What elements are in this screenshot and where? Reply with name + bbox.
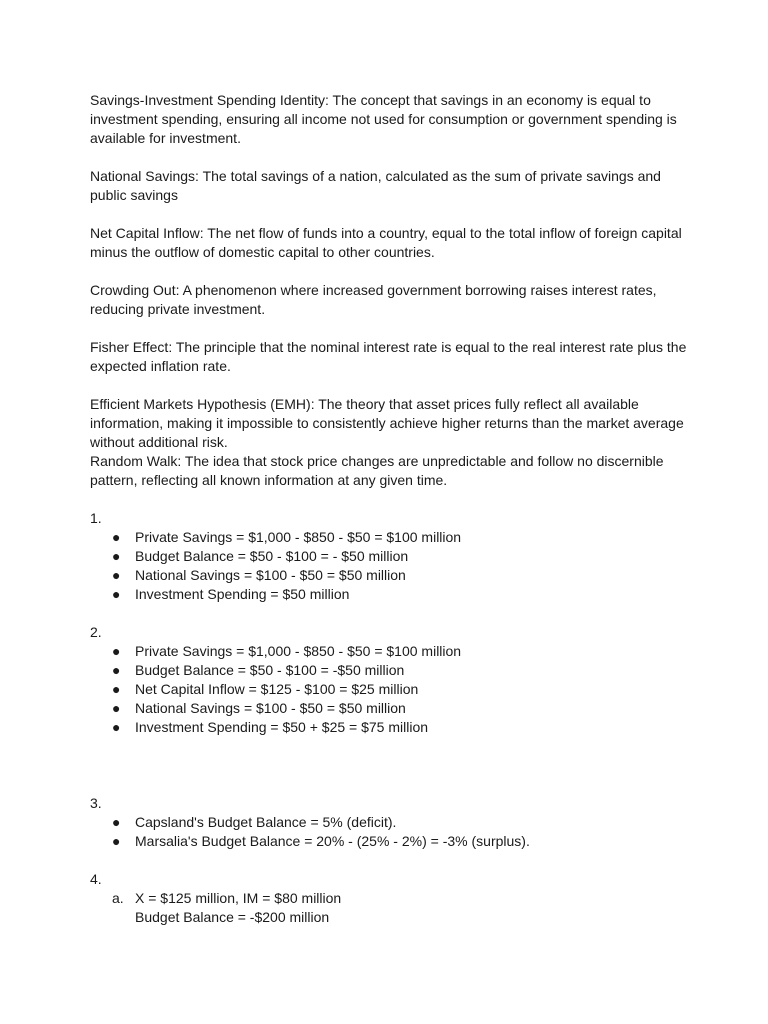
bullet-icon: ● — [112, 833, 121, 849]
answer-list — [90, 642, 690, 737]
bullet-icon: ● — [112, 681, 121, 697]
bullet-icon: ● — [112, 662, 121, 678]
list-item: ● Budget Balance = $50 - $100 = -$50 million — [112, 662, 405, 678]
list-item: ● Private Savings = $1,000 - $850 - $50 = $100 million — [112, 643, 462, 659]
sub-list-item — [90, 889, 690, 927]
answer-list — [90, 813, 690, 851]
definition-savings-investment-identity: Savings-Investment Spending Identity: The concept that savings in an economy is equal to investment spending, ensuring all income not used for consumption or government spending is available for investment. — [90, 92, 677, 146]
answer-number: 2. — [90, 624, 102, 640]
list-item: ● National Savings = $100 - $50 = $50 million — [112, 700, 406, 716]
bullet-icon: ● — [112, 567, 121, 583]
list-item: ● Private Savings = $1,000 - $850 - $50 = $100 million — [112, 529, 462, 545]
bullet-icon: ● — [112, 529, 121, 545]
list-item: ● Investment Spending = $50 + $25 = $75 million — [112, 719, 429, 735]
sub-item-marker: a. — [112, 890, 124, 906]
list-item: ● Marsalia's Budget Balance = 20% - (25% - 2%) = -3% (surplus). — [112, 833, 530, 849]
answer-number: 3. — [90, 795, 102, 811]
list-item: ● Capsland's Budget Balance = 5% (deficit). — [112, 814, 397, 830]
definition-crowding-out: Crowding Out: A phenomenon where increased government borrowing raises interest rates, reducing private investment. — [90, 282, 657, 317]
bullet-icon: ● — [112, 548, 121, 564]
list-item: ● National Savings = $100 - $50 = $50 million — [112, 567, 406, 583]
bullet-icon: ● — [112, 586, 121, 602]
bullet-icon: ● — [112, 719, 121, 735]
answer-number: 1. — [90, 510, 102, 526]
document-page — [90, 91, 690, 927]
definition-fisher-effect: Fisher Effect: The principle that the nominal interest rate is equal to the real interest rate plus the expected inflation rate. — [90, 339, 687, 374]
answer-list — [90, 528, 690, 604]
list-item: ● Net Capital Inflow = $125 - $100 = $25 million — [112, 681, 419, 697]
definition-national-savings: National Savings: The total savings of a nation, calculated as the sum of private savings and public savings — [90, 168, 661, 203]
definition-net-capital-inflow: Net Capital Inflow: The net flow of funds into a country, equal to the total inflow of foreign capital minus the outflow of domestic capital to other countries. — [90, 225, 682, 260]
bullet-icon: ● — [112, 814, 121, 830]
list-item: ● Budget Balance = $50 - $100 = - $50 million — [112, 548, 409, 564]
sub-item-line: X = $125 million, IM = $80 million — [135, 890, 342, 906]
list-item: ● Investment Spending = $50 million — [112, 586, 350, 602]
bullet-icon: ● — [112, 700, 121, 716]
sub-item-line: Budget Balance = -$200 million — [135, 909, 330, 925]
definition-random-walk: Random Walk: The idea that stock price changes are unpredictable and follow no discernible pattern, reflecting all known information at any given time. — [90, 453, 664, 488]
definition-efficient-markets-hypothesis: Efficient Markets Hypothesis (EMH): The theory that asset prices fully reflect all available information, making it impossible to consistently achieve higher returns than the market average without additional risk. — [90, 396, 684, 450]
bullet-icon: ● — [112, 643, 121, 659]
answer-number: 4. — [90, 871, 102, 887]
